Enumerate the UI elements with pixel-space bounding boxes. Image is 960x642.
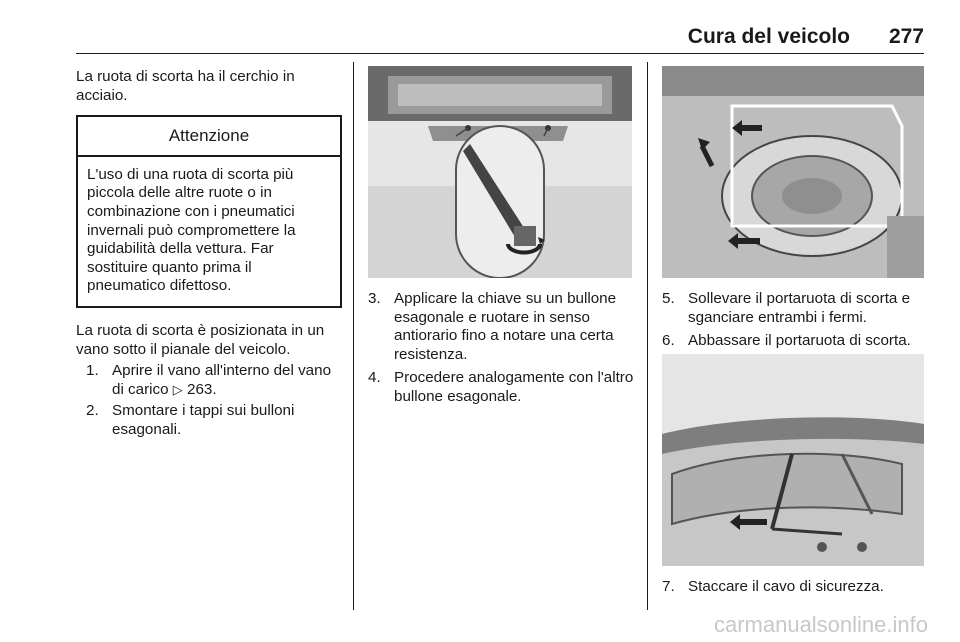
list-item — [86, 362, 342, 399]
list-item — [368, 369, 634, 406]
list-item — [662, 290, 926, 327]
step-number: 7. — [662, 578, 675, 595]
step-number: 2. — [86, 402, 99, 420]
spare-wheel-illustration — [662, 66, 924, 278]
list-item — [86, 402, 342, 439]
intro-text: La ruota di scorta ha il cerchio in acciaio. — [76, 68, 295, 104]
step-text: Sollevare il portaruota di scorta e sganciare entrambi i fermi. — [688, 290, 911, 326]
warning-title: Attenzione — [78, 117, 340, 157]
page-header-title: Cura del veicolo — [687, 25, 850, 48]
step-text: Smontare i tappi sui bulloni esagonali. — [112, 402, 295, 438]
watermark: carmanualsonline.info — [713, 612, 928, 637]
wrench-illustration — [368, 66, 632, 278]
column-1 — [76, 68, 342, 440]
step-list-2 — [368, 290, 634, 407]
figure-safety-cable — [662, 354, 924, 566]
column-2 — [368, 290, 634, 407]
warning-box — [76, 115, 342, 308]
step-text: Staccare il cavo di sicurezza. — [688, 578, 884, 595]
header-rule — [76, 53, 924, 54]
arrow-ref-icon: ▷ — [172, 381, 183, 397]
step-text: Applicare la chiave su un bullone esagonale e ruotare in senso antiorario fino a notare una certa resistenza. — [394, 290, 617, 363]
step-list-1 — [76, 362, 342, 439]
page-number: 277 — [888, 25, 924, 48]
step-number: 3. — [368, 290, 381, 307]
step-list-3b — [662, 578, 926, 597]
figure-wrench-on-bolt — [368, 66, 632, 278]
step-number: 1. — [86, 362, 99, 380]
column-divider-2 — [647, 62, 648, 610]
step-number: 5. — [662, 290, 675, 307]
step-number: 4. — [368, 369, 381, 387]
list-item — [662, 578, 926, 597]
location-text: La ruota di scorta è posizionata in un vano sotto il pianale del veicolo. — [76, 321, 325, 358]
safety-cable-illustration — [662, 354, 924, 566]
column-3-top — [662, 290, 926, 351]
column-divider-1 — [353, 62, 354, 610]
column-3-bottom — [662, 578, 926, 597]
step-list-3a — [662, 290, 926, 351]
figure-spare-wheel-carrier — [662, 66, 924, 278]
list-item — [368, 290, 634, 364]
list-item — [662, 332, 926, 351]
step-number: 6. — [662, 332, 675, 350]
page-reference-link[interactable]: 263. — [187, 380, 217, 398]
step-text: Aprire il vano all'interno del vano di carico — [112, 362, 332, 398]
step-text: Abbassare il portaruota di scorta. — [688, 332, 911, 350]
warning-body: L'uso di una ruota di scorta più piccola delle altre ruote o in combinazione con i pneumatici invernali può compromettere la guidabilità della vettura. Far sostituire quanto prima il pneumatico difettoso. — [87, 165, 296, 295]
step-text: Procedere analogamente con l'altro bullone esagonale. — [394, 369, 634, 405]
